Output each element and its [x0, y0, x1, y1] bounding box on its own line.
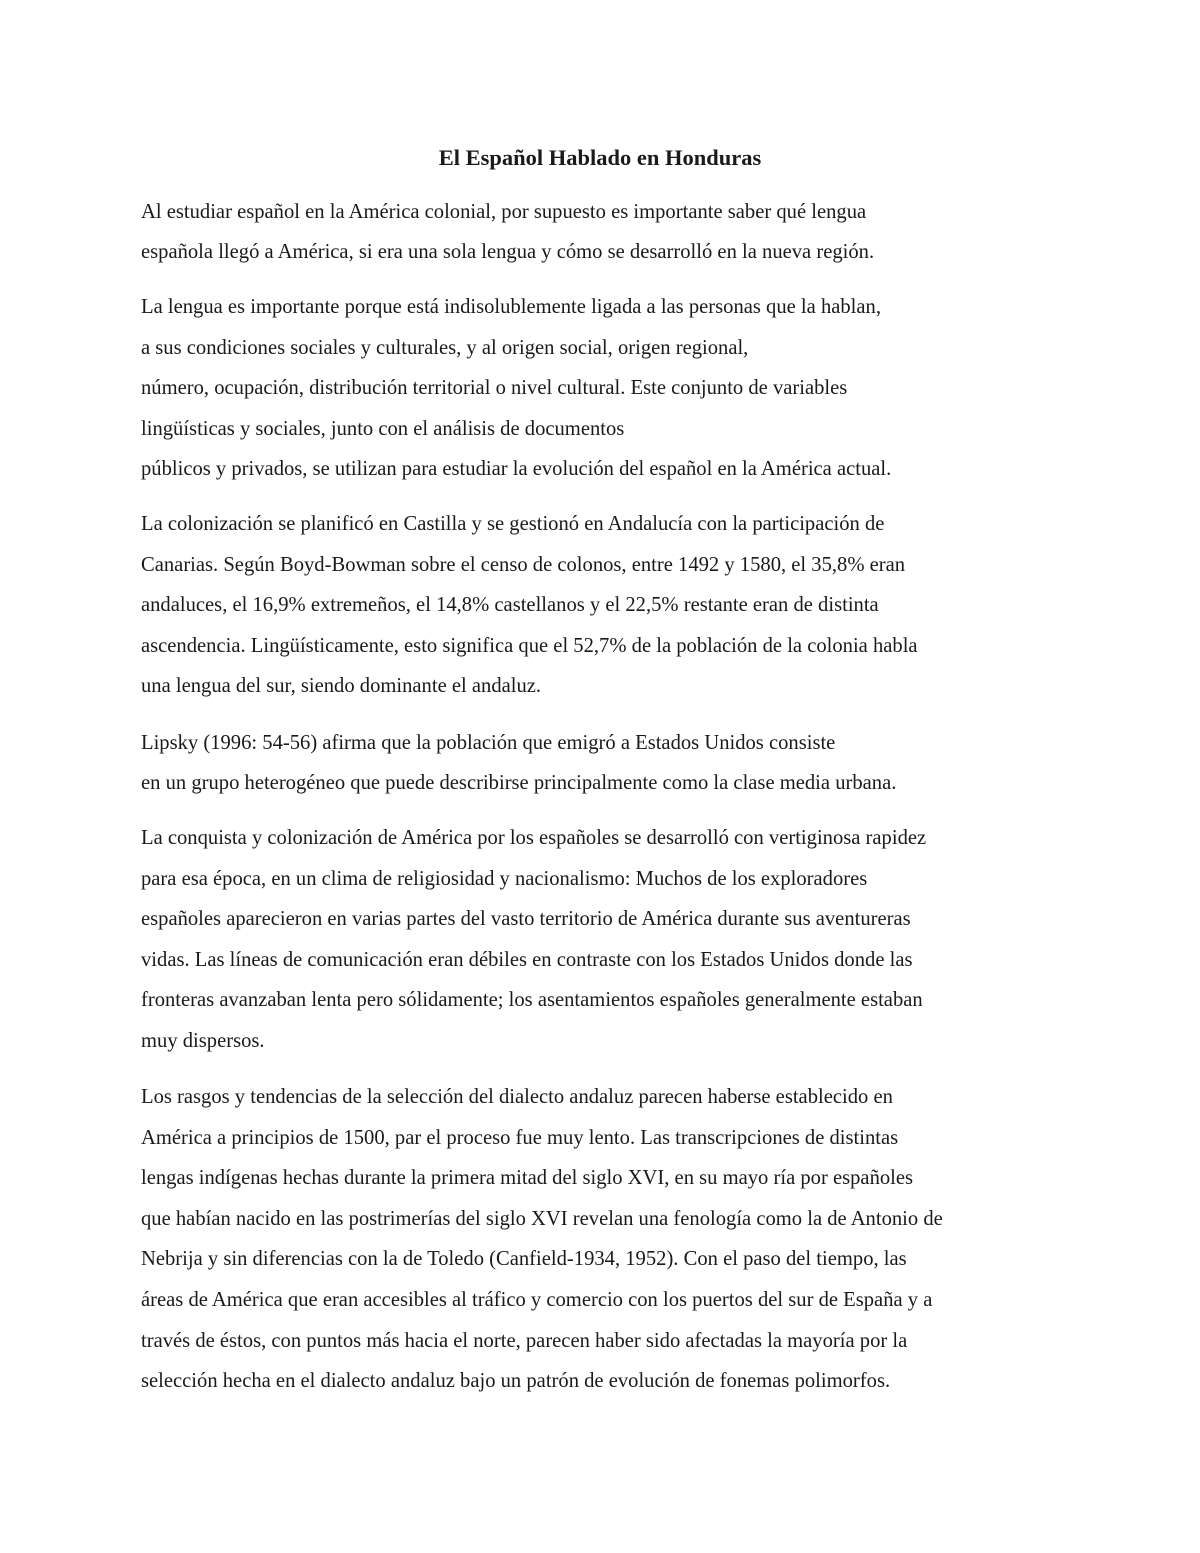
- paragraph-line: en un grupo heterogéneo que puede describirse principalmente como la clase media urbana.: [141, 772, 897, 794]
- paragraph-1: [141, 192, 874, 272]
- paragraph-line: vidas. Las líneas de comunicación eran débiles en contraste con los Estados Unidos donde las: [141, 948, 913, 971]
- paragraph-line: selección hecha en el dialecto andaluz bajo un patrón de evolución de fonemas polimorfos.: [141, 1370, 891, 1393]
- paragraph-2: [141, 287, 891, 490]
- paragraph-line: españoles aparecieron en varias partes del vasto territorio de América durante sus aventureras: [141, 908, 911, 931]
- paragraph-line: Nebrija y sin diferencias con la de Toledo (Canfield-1934, 1952). Con el paso del tiempo, las: [141, 1248, 907, 1271]
- paragraph-line: que habían nacido en las postrimerías del siglo XVI revelan una fenología como la de Antonio de: [141, 1207, 943, 1230]
- paragraph-line: muy dispersos.: [141, 1029, 265, 1052]
- paragraph-line: lengas indígenas hechas durante la primera mitad del siglo XVI, en su mayo ría por españoles: [141, 1167, 914, 1190]
- paragraph-line: La lengua es importante porque está indisolublemente ligada a las personas que la hablan,: [141, 296, 881, 318]
- document-title: El Español Hablado en Honduras: [438, 145, 762, 170]
- paragraph-line: Canarias. Según Boyd-Bowman sobre el censo de colonos, entre 1492 y 1580, el 35,8% eran: [141, 553, 906, 576]
- paragraph-line: número, ocupación, distribución territorial o nivel cultural. Este conjunto de variables: [141, 377, 848, 399]
- paragraph-6: [141, 1077, 943, 1402]
- paragraph-line: públicos y privados, se utilizan para estudiar la evolución del español en la América actual.: [141, 458, 892, 480]
- paragraph-line: lingüísticas y sociales, junto con el análisis de documentos: [141, 417, 625, 440]
- paragraph-line: Al estudiar español en la América colonial, por supuesto es importante saber qué lengua: [141, 201, 867, 223]
- paragraph-line: través de éstos, con puntos más hacia el norte, parecen haber sido afectadas la mayoría por la: [141, 1329, 908, 1352]
- paragraph-line: La conquista y colonización de América por los españoles se desarrolló con vertiginosa rapidez: [141, 827, 927, 849]
- paragraph-3: [141, 504, 918, 707]
- paragraph-5: [141, 818, 926, 1062]
- paragraph-line: a sus condiciones sociales y culturales, y al origen social, origen regional,: [141, 336, 749, 359]
- paragraph-line: América a principios de 1500, par el proceso fue muy lento. Las transcripciones de distintas: [141, 1126, 899, 1149]
- paragraph-line: para esa época, en un clima de religiosidad y nacionalismo: Muchos de los exploradores: [141, 867, 868, 890]
- paragraph-line: una lengua del sur, siendo dominante el andaluz.: [141, 675, 542, 698]
- paragraph-line: fronteras avanzaban lenta pero sólidamente; los asentamientos españoles generalmente estaban: [141, 989, 923, 1012]
- paragraph-4: [141, 723, 896, 803]
- paragraph-line: andaluces, el 16,9% extremeños, el 14,8% castellanos y el 22,5% restante eran de distinta: [141, 594, 879, 617]
- paragraph-line: Los rasgos y tendencias de la selección del dialecto andaluz parecen haberse establecido en: [141, 1086, 893, 1108]
- paragraph-line: áreas de América que eran accesibles al tráfico y comercio con los puertos del sur de España y a: [141, 1288, 933, 1311]
- paragraph-line: española llegó a América, si era una sola lengua y cómo se desarrolló en la nueva región.: [141, 241, 875, 263]
- paragraph-line: La colonización se planificó en Castilla y se gestionó en Andalucía con la participación de: [141, 513, 885, 535]
- paragraph-line: ascendencia. Lingüísticamente, esto significa que el 52,7% de la población de la colonia habla: [141, 634, 918, 657]
- paragraph-line: Lipsky (1996: 54-56) afirma que la población que emigró a Estados Unidos consiste: [141, 732, 836, 754]
